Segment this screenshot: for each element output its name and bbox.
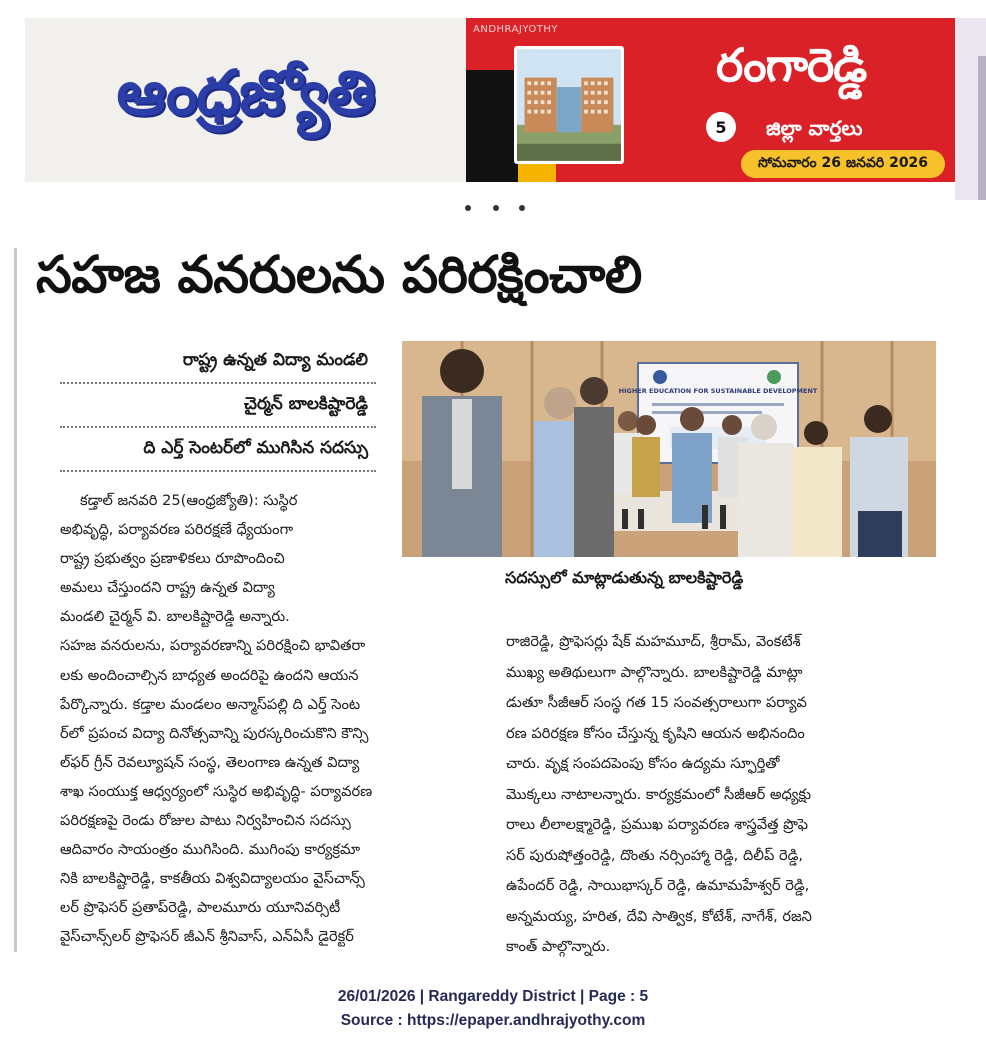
article-text-line: ర్‌లో ప్రపంచ విద్యా దినోత్సవాన్ని పురస్కరించుకొని కౌన్సి — [60, 724, 369, 742]
article-text-line: లర్ ప్రొఫెసర్ ప్రతాప్‌రెడ్డి, పాలమూరు యూనివర్సిటీ — [60, 899, 341, 917]
newspaper-logo-panel — [25, 18, 466, 182]
article-text-line: సహజ వనరులను, పర్యావరణాన్ని పరిరక్షించి భావితరా — [60, 637, 366, 655]
page-number-badge: 5 — [706, 112, 736, 142]
adjacent-page-edge — [978, 56, 986, 200]
edition-panel — [466, 18, 955, 182]
article-text-line: నికి బాలకిష్టారెడ్డి, కాకతీయ విశ్వవిద్యాలయం వైస్‌చాన్స్ — [60, 870, 365, 888]
deck-line: ది ఎర్త్ సెంటర్‌లో ముగిసిన సదస్సు — [60, 428, 376, 472]
article-text-line: చారు. వృక్ష సంపదపెంపు కోసం ఉద్యమ స్ఫూర్తితో — [506, 755, 780, 772]
article-text-line: పరిరక్షణపై రెండు రోజుల పాటు నిర్వహించిన సదస్సు — [60, 812, 351, 830]
article-text-line: సర్ పురుషోత్తంరెడ్డి, దొంతు నర్సింహ్మా రెడ్డి, దిలీప్ రెడ్డి, — [506, 846, 804, 864]
banner-text: HIGHER EDUCATION FOR SUSTAINABLE DEVELOPMENT — [618, 387, 818, 395]
article-text-line: ల్‌ఫర్ గ్రీన్ రెవల్యూషన్ సంస్థ, తెలంగాణ ఉన్నత విద్యా — [60, 753, 360, 771]
column-rule — [14, 248, 17, 952]
district-title: రంగారెడ్డి — [716, 38, 867, 92]
masthead — [25, 18, 955, 182]
article-text-line: రణ పరిరక్షణ కోసం చేస్తున్న కృషిని ఆయన అభినందిం — [506, 724, 805, 742]
article-text-line: అమలు చేస్తుందని రాష్ట్ర ఉన్నత విద్యా — [60, 579, 275, 597]
article-text-line: రాష్ట్ర ప్రభుత్వం ప్రణాళికలు రూపొందించి — [60, 550, 285, 568]
article-column-left — [60, 486, 490, 952]
article-text-line: మొక్కలు నాటాలన్నారు. కార్యక్రమంలో సీజీఆర్ అధ్యక్షు — [506, 785, 812, 803]
article-text-line: ఆదివారం సాయంత్రం ముగిసింది. ముగింపు కార్యక్రమా — [60, 841, 361, 859]
article-text-line: పేర్కొన్నారు. కడ్తాల మండలం అన్మాస్‌పల్లి ది ఎర్త్ సెంట — [60, 695, 361, 713]
article-headline: సహజ వనరులను పరిరక్షించాలి — [36, 246, 642, 305]
building-photo — [514, 46, 624, 164]
article-text-line: డుతూ సీజీఆర్ సంస్థ గత 15 సంవత్సరాలుగా పర్యావ — [506, 694, 807, 711]
article-text-line: మండలి చైర్మన్ వి. బాలకిష్టారెడ్డి అన్నారు. — [60, 608, 290, 626]
deck-line: చైర్మన్ బాలకిష్టారెడ్డి — [60, 384, 376, 428]
edition-date: సోమవారం 26 జనవరి 2026 — [741, 150, 945, 178]
photo-caption: సదస్సులో మాట్లాడుతున్న బాలకిష్టారెడ్డి — [505, 568, 744, 587]
article-text-line: కడ్తాల్ జనవరి 25(ఆంధ్రజ్యోతి): సుస్థిర — [80, 492, 298, 509]
article-text-line: అభివృద్ధి, పర్యావరణ పరిరక్షణే ధ్యేయంగా — [60, 521, 294, 539]
building-image-icon — [517, 49, 621, 161]
article-deck — [60, 340, 376, 472]
article-column-right — [506, 627, 936, 963]
deck-line: రాష్ట్ర ఉన్నత విద్యా మండలి — [60, 340, 376, 384]
article-text-line: రాలు లీలాలక్ష్మారెడ్డి, ప్రముఖ పర్యావరణ శాస్త్రవేత్త ప్రొఫె — [506, 816, 809, 833]
newspaper-logo: ఆంధ్రజ్యోతి — [116, 56, 375, 129]
decorative-stripe — [466, 70, 518, 182]
article-text-line: లకు అందించాల్సిన బాధ్యత అందరిపై ఉందని ఆయన — [60, 666, 359, 684]
footer-meta: 26/01/2026 | Rangareddy District | Page : 5 — [337, 988, 649, 1005]
district-subtitle: జిల్లా వార్తలు — [766, 116, 863, 140]
page-footer — [0, 985, 986, 1033]
brand-label: ANDHRAJYOTHY — [473, 24, 559, 35]
article-text-line: ఉపేందర్ రెడ్డి, సాయిభాస్కర్ రెడ్డి, ఉమామహేశ్వర్ రెడ్డి, — [506, 877, 810, 894]
footer-source-link[interactable]: Source : https://epaper.andhrajyothy.com — [340, 1012, 646, 1029]
article-text-line: అన్నమయ్య, హరిత, దేవి సాత్విక, కోటేశ్, నాగేశ్, రజని — [506, 907, 812, 925]
article-text-line: కాంత్ పాల్గొన్నారు. — [506, 938, 611, 955]
article-text-line: ముఖ్య అతిథులుగా పాల్గొన్నారు. బాలకిష్టారెడ్డి మాట్లా — [506, 663, 803, 681]
article-text-line: శాఖ సంయుక్త ఆధ్వర్యంలో సుస్థిర అభివృద్ధి- పర్యావరణ — [60, 782, 373, 800]
clip-mark-icon — [462, 204, 532, 218]
article-text-line: రాజిరెడ్డి, ప్రొఫెసర్లు షేక్ మహమూద్, శ్రీరామ్, వెంకటేశ్ — [506, 633, 801, 650]
article-text-line: వైస్‌చాన్స్‌లర్ ప్రొఫెసర్ జీఎన్ శ్రీనివాస్, ఎన్‌ఏసీ డైరెక్టర్ — [60, 928, 354, 946]
